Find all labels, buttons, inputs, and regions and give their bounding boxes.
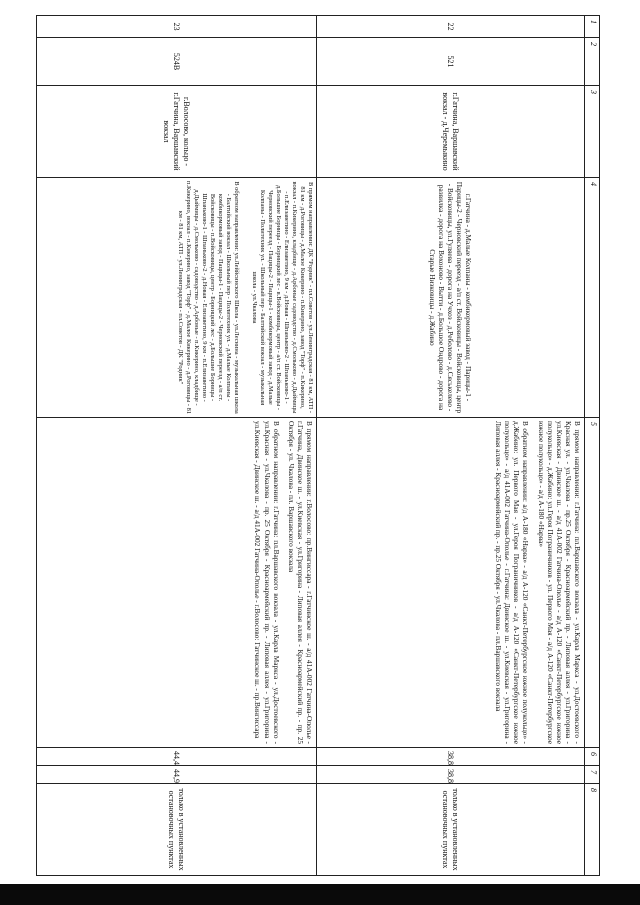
header-cell: 7	[585, 766, 600, 784]
path-cell	[37, 418, 317, 748]
header-cell: 3	[585, 86, 600, 178]
route-number: 524В	[37, 38, 317, 86]
header-cell: 8	[585, 784, 600, 876]
stops-forward: В прямом направлении: ДК "Родник" - пл.Советов - ул.Ленинградская - 81 км, АТП - 81 км - д.Роговицы - д.Малое Кикерино - п.Кикерино, завод "Торф" - п.Кикерино, вокзал - п.Кикерино, кладбище - д.Арбоныe садоводство - д.Смольково - д.Дыймицы - п.Елизаветино - Елизаветино, 9 км - д.Новая - Шпаньково-2 - Шпаньково-1 - д.Большие Борницы - Борницкий лес - в.Войсковицы, центр - а/п ст. Войсковицы - Черновский переезд - Пацицы-2 - Пацицы-1 - комбикормовый завод - д.Малые Колпаны - Политехник ул. - Школьный пер - Балтийский вокзал - музыкальная школа - ул.Чкалова	[251, 181, 314, 414]
route-endpoints: г.Волосово, кольцо - г.Гатчина, Варшавский вокзал	[37, 86, 317, 178]
header-cell: 5	[585, 418, 600, 748]
route-table	[36, 15, 600, 876]
stop-note: только в установленных остановочных пунктах	[37, 784, 317, 876]
header-cell: 4	[585, 178, 600, 418]
table-row	[317, 16, 585, 876]
path-forward: В прямом направлении: г.Волосово: пр.Вингиссара - г.Гатчинское ш. - а/д 41А-002 Гатчина-Ополье - г.Гатчина, Двинское ш. - ул.Киевская - ул.Григорина - Липовая аллея - Красноармейский пр. - пр. 25 Октября - ул. Чкалова - пл. Варшавского вокзала	[286, 421, 314, 744]
header-cell: 1	[585, 16, 600, 38]
path-cell	[317, 418, 585, 748]
stops-backward: В обратном направлении: ул.Леййсинского Школа - ул.Леснина - музыкальная школа - Балтийский вокзал - Школьный пер - Политехник ул. - д.Малые Колпаны - комбикормовый завод - Пацицы-1 - Пацицы-2 - Черновский переезд - а/п ст. Войсковицы - п.Войсковицы, центр - Борницкий лес - д.Большие Борницы - Шпаньково-1 - Шпаньково-2 - д.Новая - Елизаветино, 9 км - п.Елизаветино - д.Дыймицы - д.Смольково - садоводство - д.Арбоныe - п.Кикерино, кладбище - п.Кикерино, вокзал - п.Кикерино, завод "Торф" - д.Малое Кикерино - д.Роговицы - 81 км - 81 км, АТП - ул.Ленинградская - пл.Советов - ДК "Родник"	[177, 181, 240, 414]
stops-list: г.Гатчина - д.Малые Колпаны - комбикормовый завод - Парицы-1 - Парицы-2 - Черновский переезд - а/п ст. Войсковицы - Войсковицы, центр - Войсковицы, ул.Гуляева - дорога на Учхоз - д.Реболово - д.Сяськелево - развилка - дорога на Вохоново - Вытти - д.Большое Ондрово - дорога на Старые Низковицы - д.Жабино	[317, 178, 585, 418]
header-cell: 2	[585, 38, 600, 86]
stop-note: только в установленных остановочных пунктах	[317, 784, 585, 876]
table-row	[37, 16, 317, 876]
row-number: 22	[317, 16, 585, 38]
header-row	[585, 16, 600, 876]
length-forward: 38,8	[317, 748, 585, 766]
route-endpoints: г.Гатчина, Варшавский вокзал - д.Черемыкино	[317, 86, 585, 178]
row-number: 23	[37, 16, 317, 38]
rotated-table-page	[20, 15, 600, 875]
stops-list	[37, 178, 317, 418]
scan-bottom-edge	[0, 884, 640, 905]
route-number: 521	[317, 38, 585, 86]
path-backward: В обратном направлении: г.Гатчина: пл.Варшавского вокзала - ул.Карла Маркса - ул.Достоевского - ул.Красная - ул.Чкалова - пр. 25 Октября - Красноармейский пр. - Липовая аллея - ул.Григорина - ул.Киевская - Двинское ш. - а/д 41А-002 Гатчина-Ополье - г.Волосово: Гатчинское ш. - пр.Вингиссара	[253, 421, 281, 744]
path-forward: В прямом направлении: г.Гатчина: пл.Варшавского вокзала - ул.Карла Маркса - ул.Достоевского - Красная ул. - ул.Чкалова - пр.25 Октября - Красноармейский пр. - Липовая аллея - ул.Григорина - ул.Киевская - Двинское ш. - а/д 41А-002 Гатчина-Ополье - а/д А-120 «Санкт-Петербургское южное полукольцо» - д.Жабино: ул.Героя Пограничников - ул. Первого Мая - а/д А-120 «Санкт-Петербургское южное полукольцо» - а/д А-180 «Нарва»	[536, 421, 582, 744]
header-cell: 6	[585, 748, 600, 766]
length-backward: 44,9	[37, 766, 317, 784]
length-backward: 38,8	[317, 766, 585, 784]
length-forward: 44,4	[37, 748, 317, 766]
path-backward: В обратном направлении: а/д А-180 «Нарва» - а/д А-120 «Санкт-Петербургское южное полукольцо» - д.Жабино: ул. Первого Мая - ул.Героя Пограничников - а/д А-120 «Санкт-Петербургское южное полукольцо» - а/д 41А-002 Гатчина-Ополье - г.Гатчина: Двинское ш. - ул.Киевская - ул.Григорина - Липовая аллея - Красноармейский пр. - пр.25 Октября - ул.Чкалова - пл.Варшавского вокзала	[494, 421, 531, 744]
